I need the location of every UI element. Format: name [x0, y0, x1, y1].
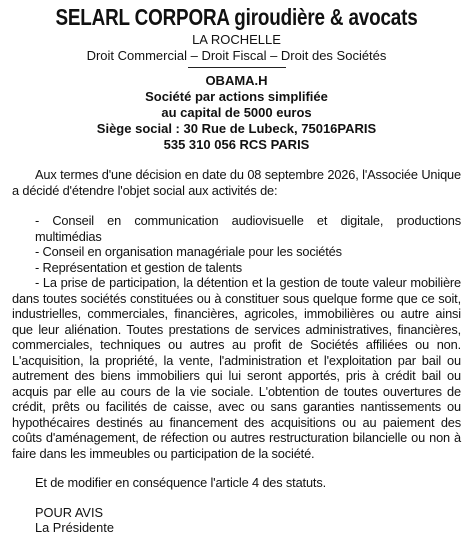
activity-item: - Représentation et gestion de talents [35, 259, 243, 275]
activity-item: - La prise de participation, la détention et la gestion de toute valeur mobilière dans toutes sociétés constituées ou à constituer sous quelque forme que ce soit, industrielles, commerciales, financières, agricoles, immobilières ou autre ainsi que leur aliénation. Toutes prestations de services administratives, financières, commerciales, techniques ou autres au profit de Sociétés affiliées ou non. L'acquisition, la propriété, la vente, l'administration et l'exploitation par bail ou autrement des biens immobiliers qui lui seront apportés, pris à crédit bail ou acquis par elle au cours de la vie sociale. L'obtention de toutes ouvertures de crédit, prêts ou facilités de caisse, avec ou sans garanties nantissements ou hypothécaires destinés au financement des acquisitions ou au paiement des coûts d'aménagement, de réfection ou autres restructuration bilancielle ou non à faire dans les immeubles ou participation de la société. [12, 275, 461, 461]
company-seat: Siège social : 30 Rue de Lubeck, 75016PARIS [96, 121, 377, 136]
company-block [12, 73, 461, 153]
firm-city: LA ROCHELLE [192, 32, 281, 47]
activity-item: - Conseil en communication audiovisuelle et digitale, productions multimédias [35, 213, 461, 244]
signatory: La Présidente [35, 520, 114, 535]
company-capital: au capital de 5000 euros [161, 105, 312, 120]
company-name: OBAMA.H [205, 73, 268, 88]
header-divider [188, 67, 286, 68]
firm-name: SELARL CORPORA giroudière & avocats [55, 4, 418, 30]
activity-item: - Conseil en organisation managériale pour les sociétés [35, 244, 342, 259]
signoff [12, 505, 461, 536]
activity-list [12, 213, 461, 461]
notice-amendment: Et de modifier en conséquence l'article 4 des statuts. [35, 475, 326, 490]
company-rcs: 535 310 056 RCS PARIS [163, 137, 310, 152]
company-form: Société par actions simplifiée [145, 89, 328, 104]
closing-text: POUR AVIS [35, 504, 104, 520]
firm-specialties: Droit Commercial – Droit Fiscal – Droit des Sociétés [86, 47, 387, 63]
notice-intro: Aux termes d'une décision en date du 08 septembre 2026, l'Associée Unique a décidé d'étendre l'objet social aux activités de: [12, 167, 461, 198]
